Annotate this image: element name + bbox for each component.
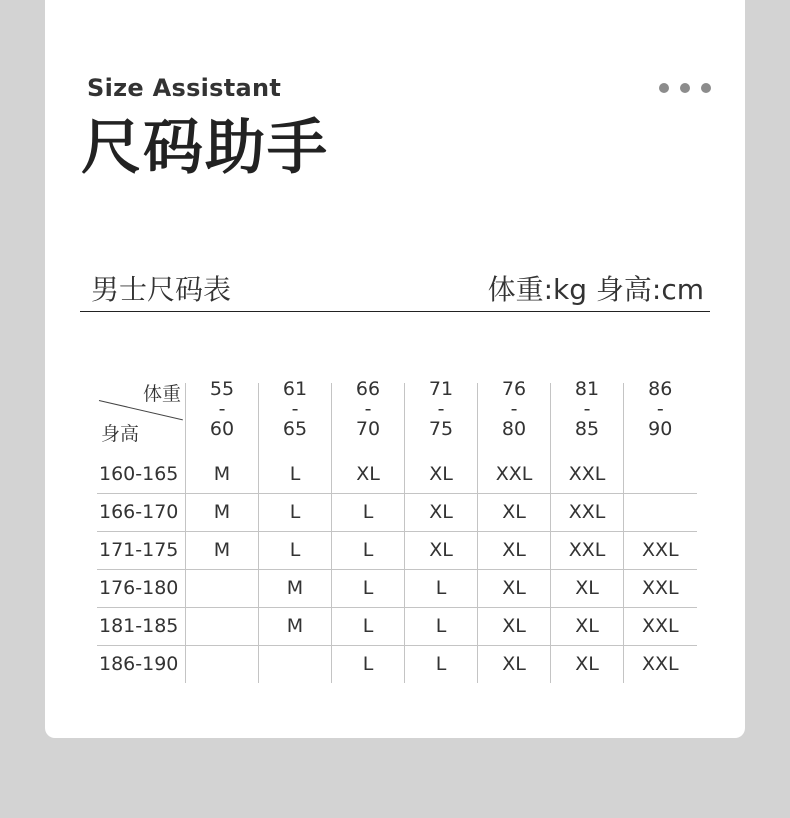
size-cell: XL: [551, 569, 624, 607]
weight-column-header: 55 - 60: [186, 383, 259, 455]
size-cell: M: [186, 455, 259, 493]
more-horizontal-icon[interactable]: [659, 83, 711, 93]
more-dot: [701, 83, 711, 93]
size-cell: XXL: [551, 531, 624, 569]
more-dot: [680, 83, 690, 93]
weight-column-header: 71 - 75: [405, 383, 478, 455]
table-row: [97, 569, 697, 607]
table-row: [97, 493, 697, 531]
size-cell: XXL: [624, 531, 697, 569]
weight-column-header: 61 - 65: [259, 383, 332, 455]
table-row: [97, 531, 697, 569]
size-cell: L: [259, 455, 332, 493]
table-header-row: [97, 383, 697, 455]
weight-column-header: 86 - 90: [624, 383, 697, 455]
size-chart-label: 男士尺码表: [91, 273, 232, 306]
size-cell: XL: [405, 493, 478, 531]
size-cell: [186, 645, 259, 683]
size-cell: [259, 645, 332, 683]
size-cell: XXL: [551, 455, 624, 493]
size-cell: XL: [478, 531, 551, 569]
weight-axis-label: 体重: [142, 383, 181, 405]
size-cell: L: [332, 493, 405, 531]
weight-column-header: 66 - 70: [332, 383, 405, 455]
table-corner: [97, 383, 186, 455]
size-cell: XL: [478, 493, 551, 531]
size-cell: XL: [551, 645, 624, 683]
size-cell: M: [259, 569, 332, 607]
size-cell: L: [332, 569, 405, 607]
table-row: [97, 645, 697, 683]
more-dot: [659, 83, 669, 93]
size-cell: XL: [478, 569, 551, 607]
size-cell: [624, 493, 697, 531]
table-row: [97, 455, 697, 493]
size-cell: XL: [332, 455, 405, 493]
table-row: [97, 607, 697, 645]
height-range-cell: 171-175: [97, 531, 186, 569]
size-table: [97, 378, 697, 683]
weight-column-header: 81 - 85: [551, 383, 624, 455]
size-cell: XXL: [624, 569, 697, 607]
size-cell: XXL: [624, 645, 697, 683]
size-cell: L: [405, 645, 478, 683]
size-cell: [624, 455, 697, 493]
size-cell: L: [332, 645, 405, 683]
size-cell: M: [186, 531, 259, 569]
height-range-cell: 186-190: [99, 653, 179, 676]
height-range-cell: 166-170: [97, 493, 186, 531]
size-cell: XXL: [478, 455, 551, 493]
height-range-cell: 181-185: [97, 607, 186, 645]
units-label: 体重:kg 身高:cm: [487, 273, 704, 306]
size-cell: L: [259, 493, 332, 531]
size-cell: L: [332, 607, 405, 645]
size-cell: XL: [405, 531, 478, 569]
height-range-cell: 160-165: [97, 455, 186, 493]
size-cell: L: [332, 531, 405, 569]
size-chart-header: [80, 268, 710, 312]
page-title: 尺码助手: [81, 113, 329, 183]
height-range-cell: 176-180: [97, 569, 186, 607]
size-cell: [186, 569, 259, 607]
size-cell: XXL: [624, 607, 697, 645]
size-cell: M: [186, 493, 259, 531]
page-subtitle: Size Assistant: [87, 74, 282, 102]
size-cell: XL: [478, 607, 551, 645]
size-cell: M: [259, 607, 332, 645]
size-cell: L: [405, 569, 478, 607]
size-cell: L: [405, 607, 478, 645]
height-axis-label: 身高: [101, 423, 140, 445]
size-cell: XL: [405, 455, 478, 493]
size-cell: XL: [478, 645, 551, 683]
weight-column-header: 76 - 80: [478, 383, 551, 455]
size-assistant-card: [45, 0, 745, 738]
size-cell: XL: [551, 607, 624, 645]
size-cell: XXL: [551, 493, 624, 531]
size-cell: L: [259, 531, 332, 569]
size-cell: [186, 607, 259, 645]
